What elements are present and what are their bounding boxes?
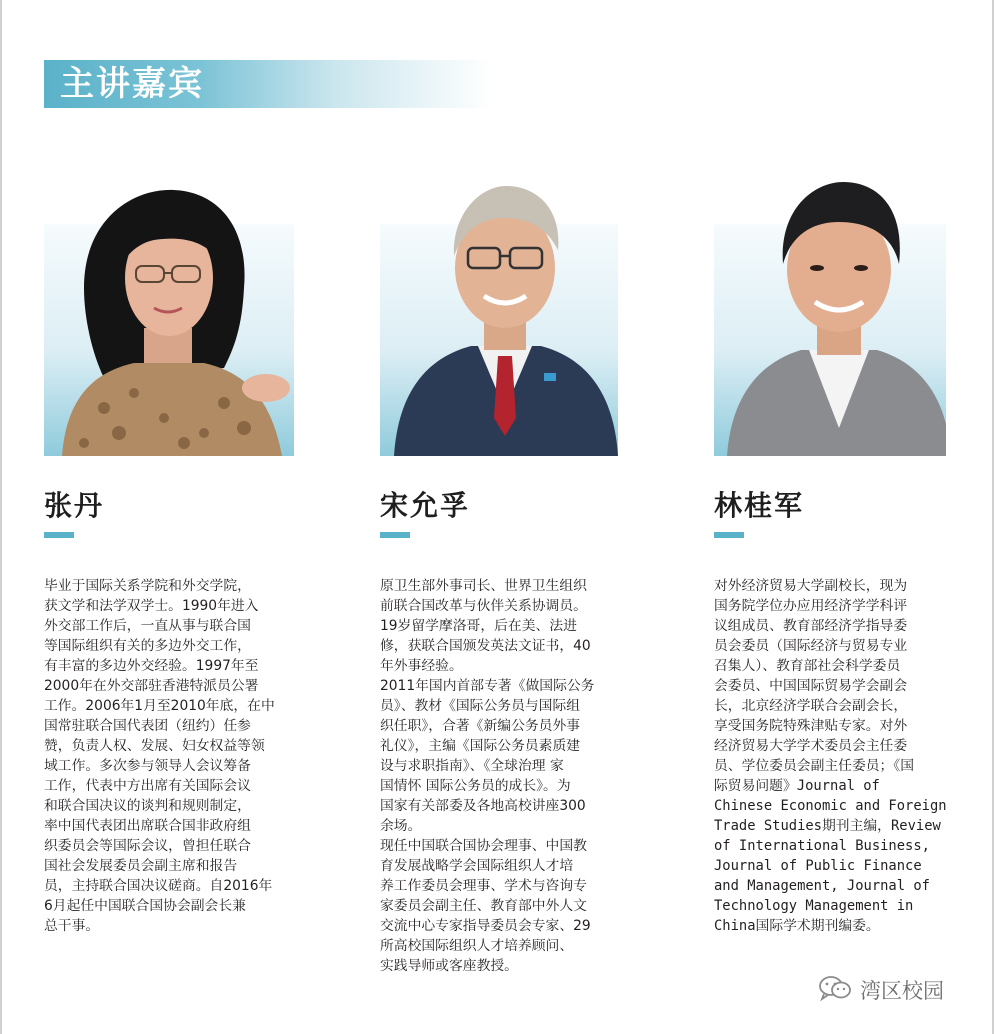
speaker-photo-1	[44, 178, 294, 456]
speaker-photo-3	[714, 178, 946, 456]
speaker-name-3: 林桂军	[714, 489, 805, 522]
speaker-name-2: 宋允孚	[380, 489, 471, 522]
section-title: 主讲嘉宾	[60, 64, 204, 104]
name-underline-3	[714, 532, 744, 538]
speaker-photo-2	[380, 178, 618, 456]
page-border-left	[0, 0, 2, 1034]
wechat-icon	[818, 975, 852, 1005]
speaker-bio-3: 对外经济贸易大学副校长，现为 国务院学位办应用经济学学科评 议组成员、教育部经济学指导委 员会委员（国际经济与贸易专业 召集人）、教育部社会科学委员 会委员、中国国际贸易学会副会 长，北京经济学联合会副会长， 享受国务院特殊津贴专家。对外 经济贸易大学学术委员会主任委 员、学位委员会副主任委员；《国 际贸易问题》Journal of Chinese Economic and Foreign Trade Studies期刊主编，Review of International Business, Journal of Public Finance and Management, Journal of Technology Management in China国际学术期刊编委。	[714, 578, 947, 934]
name-underline-1	[44, 532, 74, 538]
account-watermark	[818, 974, 944, 1006]
speaker-bio-2: 原卫生部外事司长、世界卫生组织 前联合国改革与伙伴关系协调员。 19岁留学摩洛哥，后在美、法进 修，获联合国颁发英法文证书，40 年外事经验。 2011年国内首部专著《做国际公务 员》、教材《国际公务员与国际组 织任职》，合著《新编公务员外事 礼仪》，主编《国际公务员素质建 设与求职指南》、《全球治理 家 国情怀 国际公务员的成长》。为 国家有关部委及各地高校讲座300 余场。 现任中国联合国协会理事、中国教 育发展战略学会国际组织人才培 养工作委员会理事、学术与咨询专 家委员会副主任、教育部中外人文 交流中心专家指导委员会专家、29 所高校国际组织人才培养顾问、 实践导师或客座教授。	[380, 578, 595, 974]
watermark-text: 湾区校园	[860, 979, 944, 1003]
section-header	[44, 60, 492, 108]
name-underline-2	[380, 532, 410, 538]
speaker-name-1: 张丹	[44, 489, 105, 522]
speaker-bio-1: 毕业于国际关系学院和外交学院， 获文学和法学双学士。1990年进入 外交部工作后，一直从事与联合国 等国际组织有关的多边外交工作， 有丰富的多边外交经验。1997年至 2000年在外交部驻香港特派员公署 工作。2006年1月至2010年底，在中 国常驻联合国代表团（纽约）任参 赞，负责人权、发展、妇女权益等领 域工作。多次参与领导人会议筹备 工作，代表中方出席有关国际会议 和联合国决议的谈判和规则制定， 率中国代表团出席联合国非政府组 织委员会等国际会议，曾担任联合 国社会发展委员会副主席和报告 员，主持联合国决议磋商。自2016年 6月起任中国联合国协会副会长兼 总干事。	[44, 578, 275, 934]
